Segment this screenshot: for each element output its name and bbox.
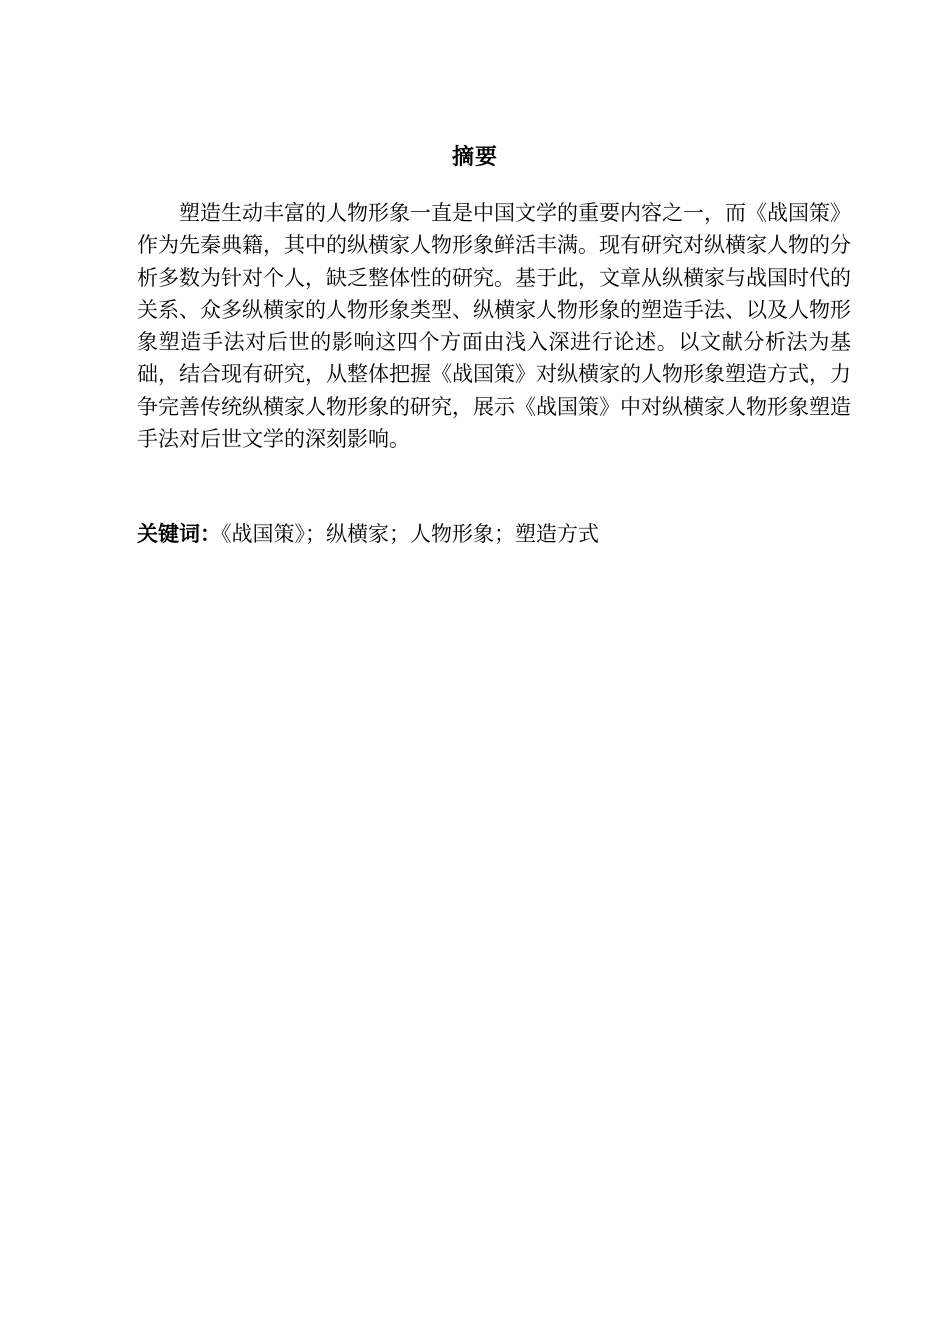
keywords-text: 《战国策》；纵横家；人物形象；塑造方式 xyxy=(221,522,599,546)
abstract-title: 摘要 xyxy=(451,145,498,170)
keywords-label: 关键词： xyxy=(137,522,221,546)
abstract-body: 塑造生动丰富的人物形象一直是中国文学的重要内容之一，而《战国策》作为先秦典籍，其中的纵横家人物形象鲜活丰满。现有研究对纵横家人物的分析多数为针对个人，缺乏整体性的研究。基于此，文章从纵横家与战国时代的关系、众多纵横家的人物形象类型、纵横家人物形象的塑造手法、以及人物形象塑造手法对后世的影响这四个方面由浅入深进行论述。以文献分析法为基础，结合现有研究，从整体把握《战国策》对纵横家的人物形象塑造方式，力争完善传统纵横家人物形象的研究，展示《战国策》中对纵横家人物形象塑造手法对后世文学的深刻影响。 xyxy=(137,201,851,452)
keywords-line xyxy=(137,518,851,550)
